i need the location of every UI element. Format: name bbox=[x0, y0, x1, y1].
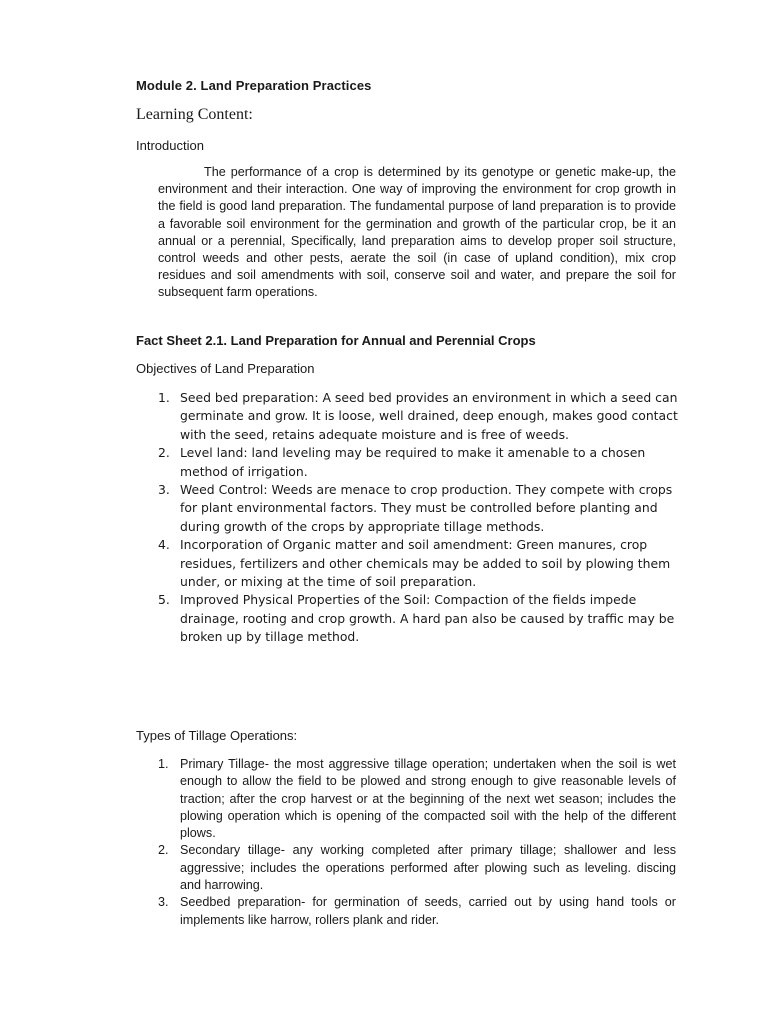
module-title: Module 2. Land Preparation Practices bbox=[136, 78, 372, 93]
list-number: 2. bbox=[158, 445, 170, 461]
list-number: 1. bbox=[158, 757, 169, 771]
list-item-text: Weed Control: Weeds are menace to crop production. They compete with crops for plant environmental factors. They must be controlled before planting and during growth of the crops by appropriate tillage methods. bbox=[180, 482, 673, 534]
fact-sheet-title: Fact Sheet 2.1. Land Preparation for Annual and Perennial Crops bbox=[136, 333, 536, 348]
list-item-text: Incorporation of Organic matter and soil amendment: Green manures, crop residues, fertilizers and other chemicals may be added to soil by plowing them under, or mixing at the time of soil preparation. bbox=[180, 537, 671, 590]
list-item bbox=[158, 536, 680, 591]
list-number: 5. bbox=[158, 592, 170, 608]
list-item-text: Secondary tillage- any working completed after primary tillage; shallower and less aggressive; includes the operations performed after plowing such as leveling. discing and harrowing. bbox=[180, 843, 676, 893]
list-number: 1. bbox=[158, 390, 170, 405]
list-number: 3. bbox=[158, 482, 170, 498]
objectives-list bbox=[158, 389, 680, 647]
list-item-text: Improved Physical Properties of the Soil: Compaction of the fields impede drainage, rooting and crop growth. A hard pan also be caused by traffic may be broken up by tillage method. bbox=[180, 592, 675, 645]
list-item bbox=[158, 444, 680, 481]
list-number: 3. bbox=[158, 895, 169, 910]
list-item bbox=[158, 756, 676, 842]
learning-content-heading: Learning Content: bbox=[136, 106, 253, 123]
list-item bbox=[158, 894, 676, 929]
tillage-types-list bbox=[158, 756, 676, 929]
list-item-text: Level land: land leveling may be required to make it amenable to a chosen method of irrigation. bbox=[180, 445, 646, 479]
list-item bbox=[158, 481, 680, 536]
objectives-heading: Objectives of Land Preparation bbox=[136, 361, 315, 376]
list-item bbox=[158, 591, 680, 646]
tillage-types-heading: Types of Tillage Operations: bbox=[136, 728, 298, 743]
list-item-text: Primary Tillage- the most aggressive tillage operation; undertaken when the soil is wet enough to allow the field to be plowed and strong enough to give reasonable levels of traction; after the crop harvest or at the beginning of the next wet season; includes the plowing operation which is opening of the compacted soil with the help of the different plows. bbox=[180, 757, 676, 841]
list-number: 4. bbox=[158, 537, 170, 553]
list-number: 2. bbox=[158, 843, 169, 858]
list-item bbox=[158, 389, 680, 444]
list-item-text: Seedbed preparation- for germination of seeds, carried out by using hand tools or implements like harrow, rollers plank and rider. bbox=[180, 895, 676, 927]
introduction-paragraph: The performance of a crop is determined by its genotype or genetic make-up, the environment and their interaction. One way of improving the environment for crop growth in the field is good land preparation. The fundamental purpose of land preparation is to provide a favorable soil environment for the germination and growth of the particular crop, be it an annual or a perennial, Specifically, land preparation aims to develop proper soil structure, control weeds and other pests, aerate the soil (in case of upland condition), mix crop residues and soil amendments with soil, conserve soil and water, and prepare the soil for subsequent farm operations. bbox=[158, 165, 676, 300]
list-item bbox=[158, 842, 676, 894]
list-item-text: Seed bed preparation: A seed bed provides an environment in which a seed can germinate and grow. It is loose, well drained, deep enough, makes good contact with the seed, retains adequate moisture and is free of weeds. bbox=[180, 390, 678, 442]
introduction-heading: Introduction bbox=[136, 138, 204, 153]
